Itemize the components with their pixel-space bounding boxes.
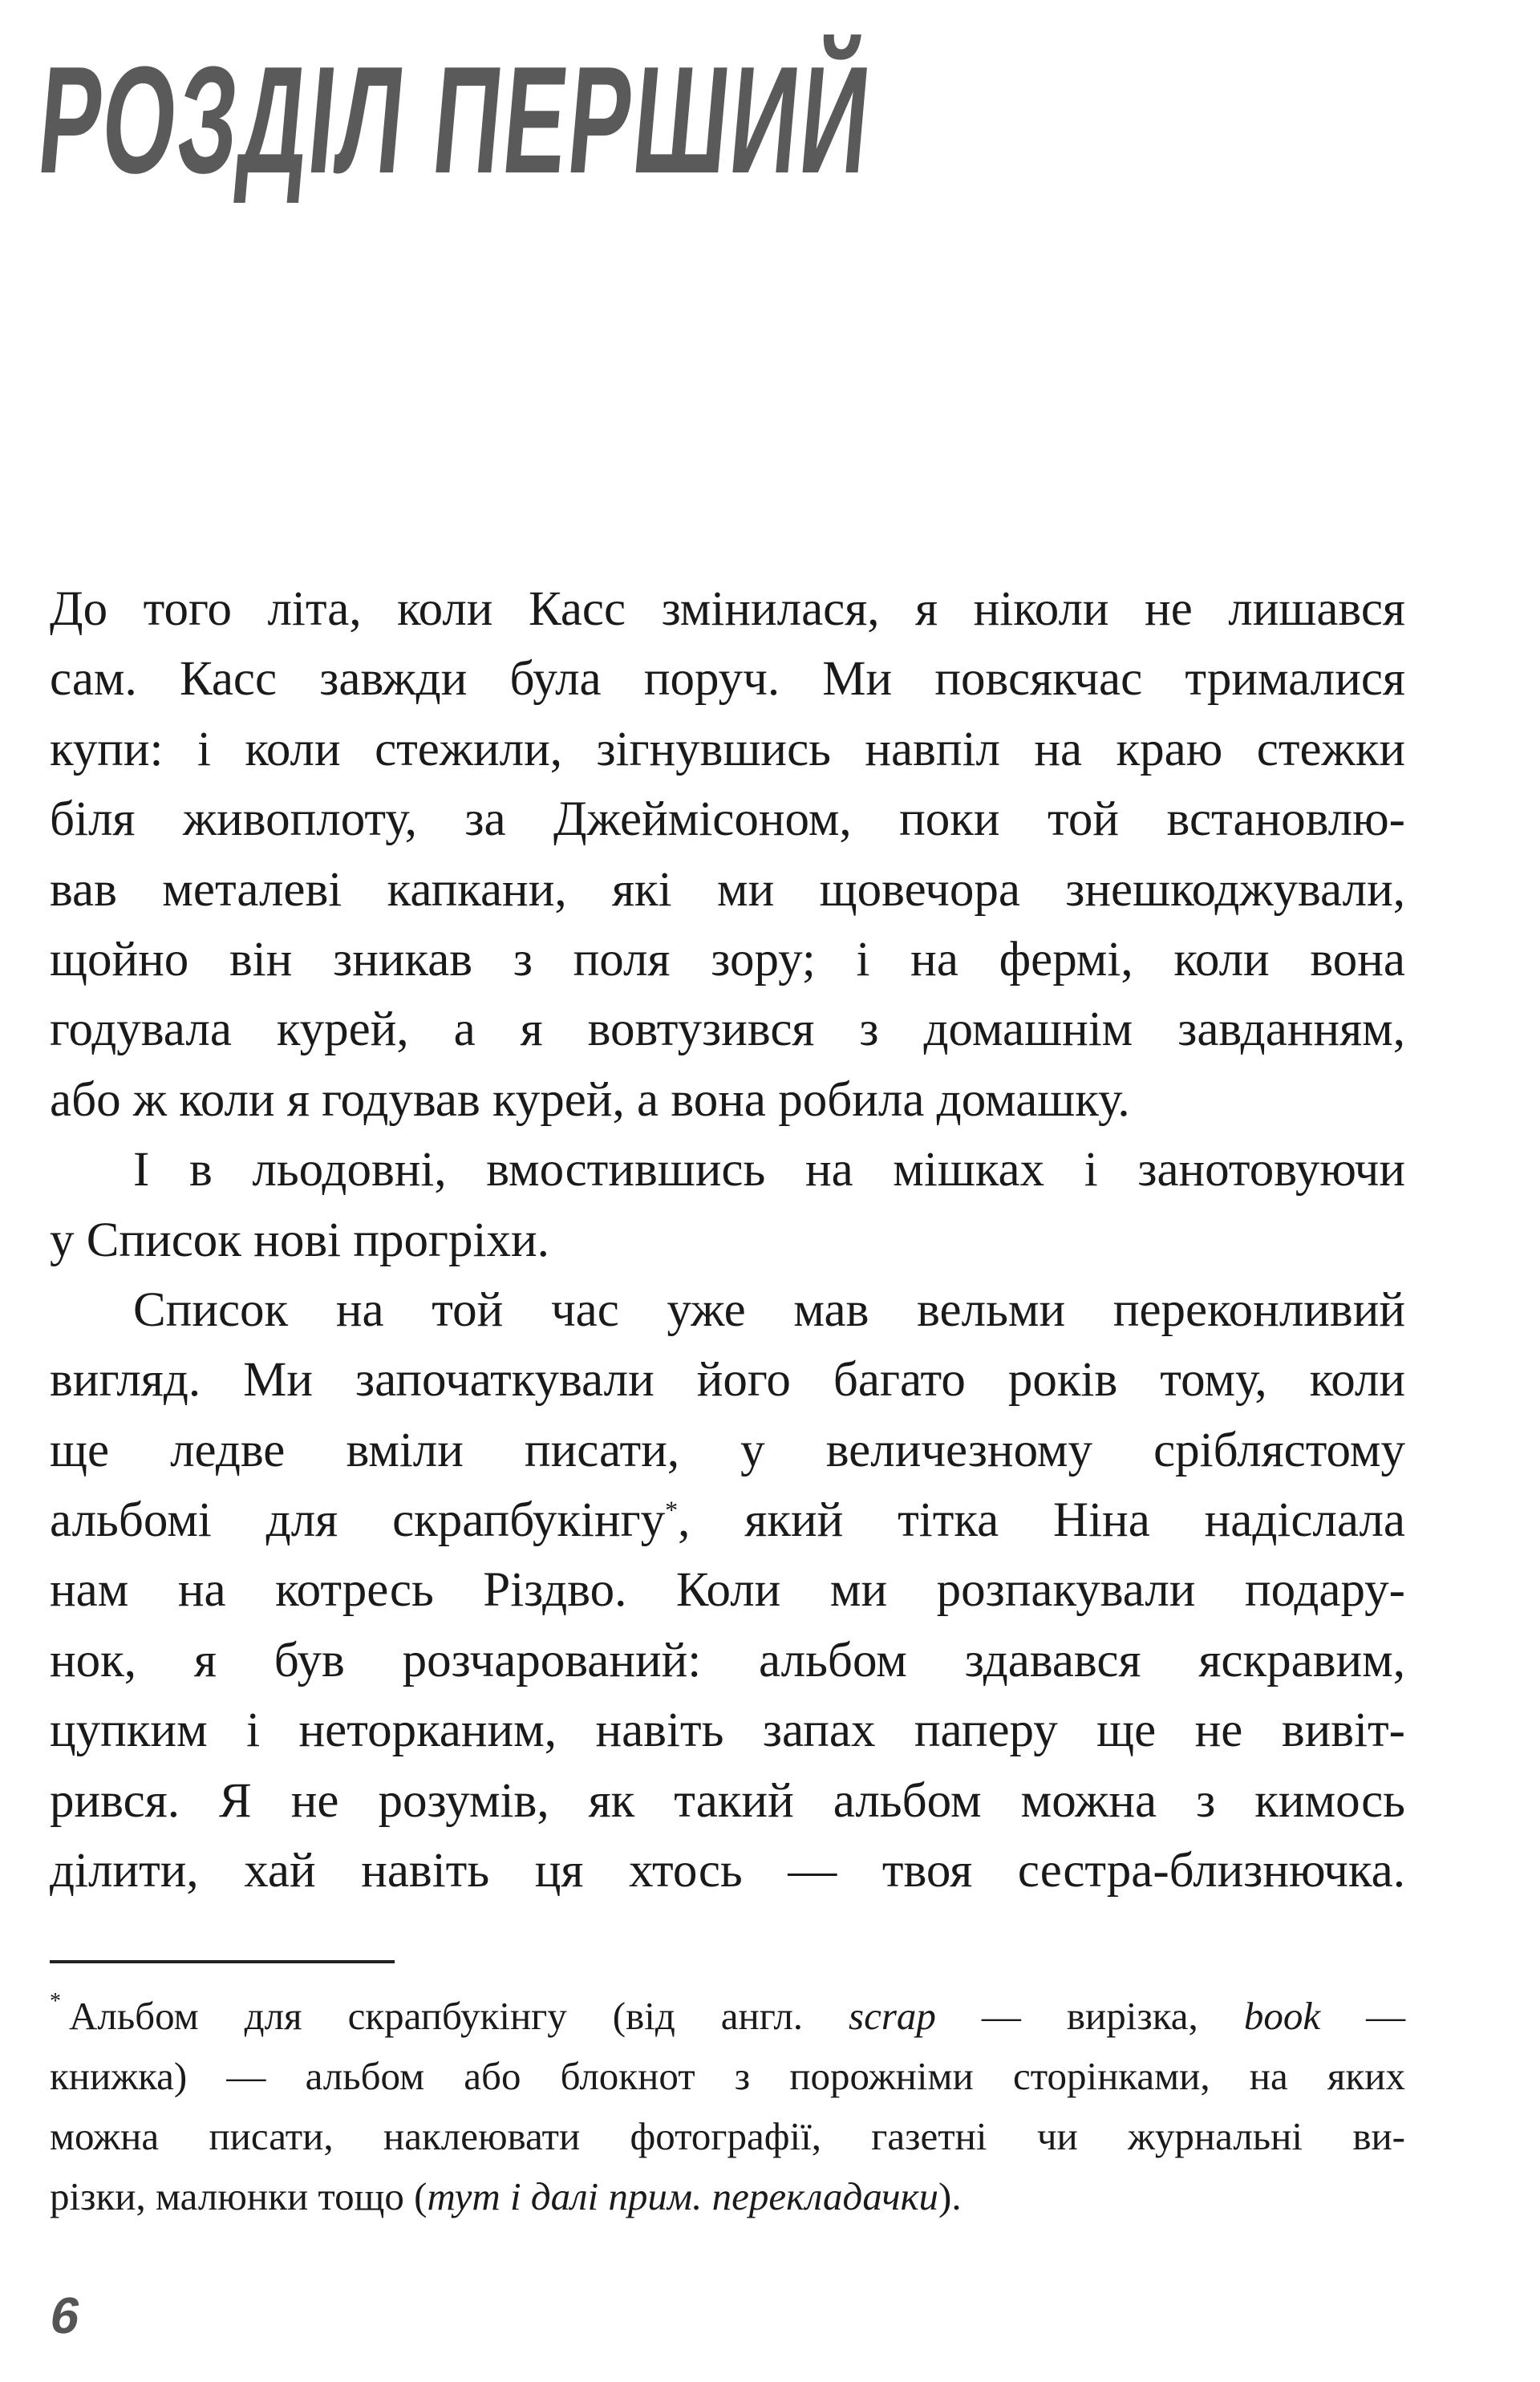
italic-span: scrap xyxy=(849,1994,936,2038)
text-line: або ж коли я годував курей, а вона робила домашку. xyxy=(50,1072,1130,1127)
footnote-line: книжка) — альбом або блокнот з порожніми сторінками, на яких xyxy=(50,2054,1405,2098)
footnote-divider xyxy=(50,1960,395,1963)
text-line: Список на той час уже мав вельми переконливий xyxy=(133,1282,1405,1337)
text-span: альбомі для скрапбукінгу xyxy=(50,1493,666,1548)
text-line: годувала курей, а я вовтузився з домашнім завданням, xyxy=(50,1003,1405,1057)
text-line: вав металеві капкани, які ми щовечора знешкоджували, xyxy=(50,862,1405,917)
text-line: нок, я був розчарований: альбом здавався яскравим, xyxy=(50,1633,1405,1687)
text-line: біля живоплоту, за Джеймісоном, поки той встановлю- xyxy=(50,792,1405,847)
chapter-title: РОЗДІЛ ПЕРШИЙ xyxy=(32,35,878,205)
text-line: ще ледве вміли писати, у величезному сріблястому xyxy=(50,1423,1405,1477)
text-line: нам на котресь Різдво. Коли ми розпакували подару- xyxy=(50,1563,1405,1618)
text-span: , який тітка Ніна надіслала xyxy=(678,1493,1405,1548)
footnote-marker: * xyxy=(50,1989,61,2014)
text-span: Альбом для скрапбукінгу (від англ. xyxy=(69,1994,804,2038)
footnote-line xyxy=(50,1986,1405,2046)
text-line: І в льодовні, вмостившись на мішках і занотовуючи xyxy=(133,1143,1405,1197)
text-line: щойно він зникав з поля зору; і на фермі, коли вона xyxy=(50,932,1405,986)
page-number: 6 xyxy=(46,2287,85,2344)
italic-span: тут і далі прим. перекладачки xyxy=(427,2174,938,2218)
text-line: До того літа, коли Касс змінилася, я ніколи не лишався xyxy=(50,582,1405,636)
text-line: вигляд. Ми започаткували його багато років тому, коли xyxy=(50,1353,1405,1408)
body-text xyxy=(50,574,1405,1906)
text-span: — xyxy=(1366,1994,1406,2038)
text-line: сам. Касс завжди була поруч. Ми повсякчас трималися xyxy=(50,652,1405,707)
footnote-line: можна писати, наклеювати фотографії, газетні чи журнальні ви- xyxy=(50,2114,1405,2158)
footnote-line xyxy=(50,2166,1405,2226)
text-span: — вирізка, xyxy=(981,1994,1198,2038)
text-line: рився. Я не розумів, як такий альбом можна з кимось xyxy=(50,1773,1405,1828)
footnote xyxy=(50,1986,1405,2226)
text-line: купи: і коли стежили, зігнувшись навпіл на краю стежки xyxy=(50,722,1405,776)
text-span: ). xyxy=(938,2174,962,2218)
text-line: ділити, хай навіть ця хтось — твоя сестра-близнючка. xyxy=(50,1844,1405,1898)
text-line xyxy=(50,1485,1405,1555)
text-line: у Список нові прогріхи. xyxy=(50,1213,549,1267)
footnote-ref: * xyxy=(665,1495,679,1525)
italic-span: book xyxy=(1243,1994,1321,2038)
text-span: різки, малюнки тощо ( xyxy=(50,2174,428,2218)
text-line: цупким і неторканим, навіть запах паперу ще не вивіт- xyxy=(50,1703,1405,1758)
